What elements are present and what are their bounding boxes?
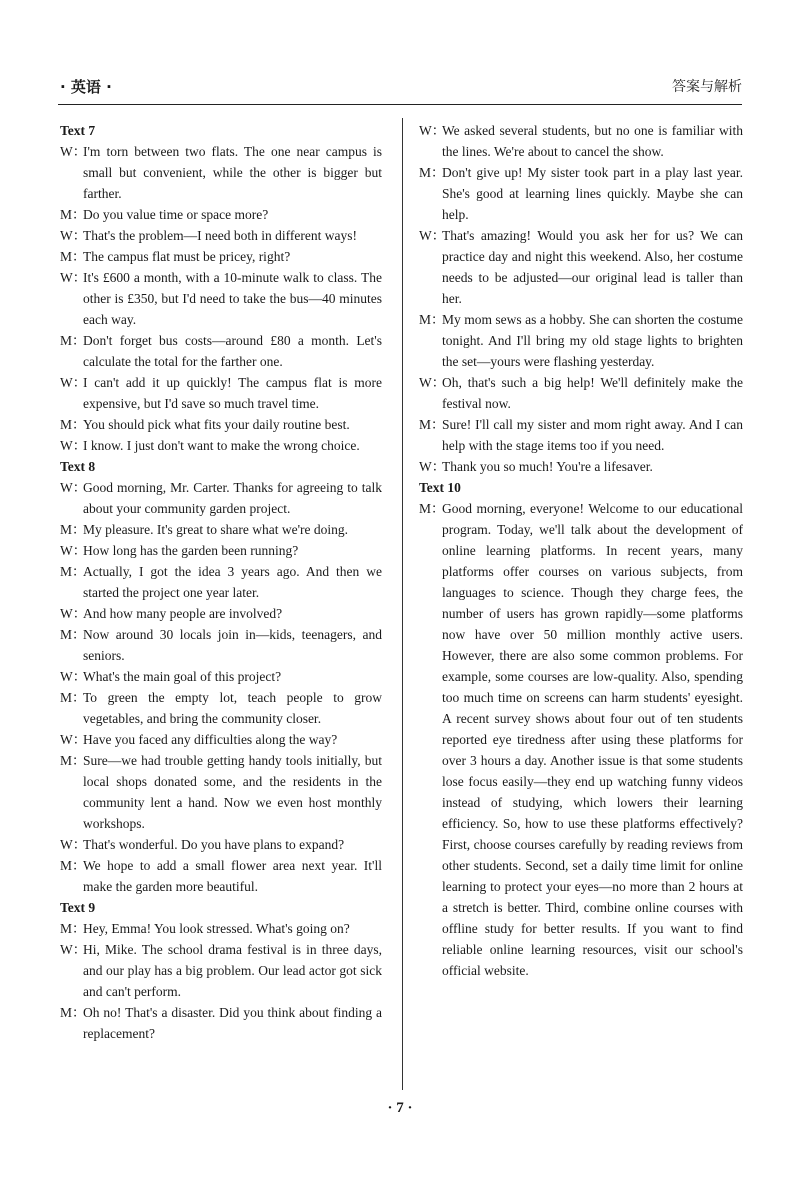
dialogue-turn: [60, 477, 382, 519]
dialogue-turn: [60, 435, 382, 456]
dialogue-text: Do you value time or space more?: [83, 207, 269, 222]
dialogue-turn: [419, 225, 743, 309]
page-number: · 7 ·: [387, 1100, 413, 1116]
header-subject: · 英语 ·: [60, 78, 112, 96]
dialogue-turn: [60, 624, 382, 666]
speaker-label: W：: [419, 459, 446, 474]
speaker-label: M：: [419, 312, 445, 327]
speaker-label: M：: [60, 858, 86, 873]
dialogue-text: I'm torn between two flats. The one near campus is small but convenient, while the other is bigger but farther.: [83, 144, 382, 201]
speaker-label: M：: [60, 753, 86, 768]
speaker-label: M：: [60, 1005, 86, 1020]
dialogue-turn: [60, 204, 382, 225]
dialogue-turn: [419, 120, 743, 162]
dialogue-text: Hi, Mike. The school drama festival is in three days, and our play has a big problem. Our lead actor got sick and can't perform.: [83, 942, 382, 999]
dialogue-text: We hope to add a small flower area next year. It'll make the garden more beautiful.: [83, 858, 382, 894]
dialogue-turn: [419, 309, 743, 372]
dialogue-text: We asked several students, but no one is familiar with the lines. We're about to cancel the show.: [442, 123, 743, 159]
dialogue-turn: [60, 141, 382, 204]
dialogue-turn: [60, 330, 382, 372]
dialogue-text: What's the main goal of this project?: [83, 669, 282, 684]
speaker-label: M：: [60, 417, 86, 432]
dialogue-turn: [60, 414, 382, 435]
dialogue-text: That's wonderful. Do you have plans to expand?: [83, 837, 345, 852]
dialogue-text: That's the problem—I need both in different ways!: [83, 228, 357, 243]
dialogue-text: My pleasure. It's great to share what we're doing.: [83, 522, 349, 537]
dialogue-text: I can't add it up quickly! The campus flat is more expensive, but I'd save so much travel time.: [83, 375, 382, 411]
column-divider: [402, 118, 403, 1090]
dialogue-text: Don't give up! My sister took part in a play last year. She's good at learning lines quickly. Maybe she can help.: [442, 165, 743, 222]
dialogue-turn: [60, 939, 382, 1002]
dialogue-text: To green the empty lot, teach people to grow vegetables, and bring the community closer.: [83, 690, 382, 726]
right-column: [419, 120, 743, 981]
dialogue-text: You should pick what fits your daily routine best.: [83, 417, 350, 432]
dialogue-turn: [60, 1002, 382, 1044]
speaker-label: W：: [60, 732, 87, 747]
speaker-label: W：: [60, 543, 87, 558]
dialogue-turn: [60, 834, 382, 855]
dialogue-text: Hey, Emma! You look stressed. What's going on?: [83, 921, 350, 936]
dialogue-turn: [60, 372, 382, 414]
dialogue-text: Good morning, everyone! Welcome to our educational program. Today, we'll talk about the development of online learning platforms. In recent years, many platforms offer courses on various subjects, from languages to science. Though they charge fees, the number of users has grown rapidly—some platforms now have over 50 million monthly active users. However, there are also some common problems. For example, some courses are low-quality. Also, spending too much time on screens can harm students' eyesight. A recent survey shows about four out of ten students reported eye tiredness after using these platforms for over 3 hours a day. Another issue is that some students lose focus easily—they end up watching funny videos instead of studying, which lowers their learning efficiency. So, how to use these platforms effectively? First, choose courses carefully by reading reviews from other students. Second, set a daily time limit for online learning to protect your eyes—no more than 2 hours at a stretch is better. Third, combine online courses with offline study for better results. If you want to find reliable online learning resources, visit our school's official website.: [442, 501, 743, 978]
dialogue-text: Don't forget bus costs—around £80 a month. Let's calculate the total for the farther one.: [83, 333, 382, 369]
dialogue-text: Sure—we had trouble getting handy tools initially, but local shops donated some, and the residents in the community lent a hand. Now we even host monthly workshops.: [83, 753, 382, 831]
header-section-title: 答案与解析: [672, 79, 742, 95]
speaker-label: M：: [60, 690, 86, 705]
dialogue-turn: [60, 603, 382, 624]
dialogue-text: And how many people are involved?: [83, 606, 283, 621]
dialogue-turn: [60, 225, 382, 246]
dialogue-text: It's £600 a month, with a 10-minute walk to class. The other is £350, but I'd need to take the bus—40 minutes each way.: [83, 270, 382, 327]
dialogue-text: Oh no! That's a disaster. Did you think about finding a replacement?: [83, 1005, 382, 1041]
dialogue-turn: [60, 918, 382, 939]
speaker-label: M：: [60, 627, 86, 642]
speaker-label: W：: [60, 942, 87, 957]
dialogue-text: Actually, I got the idea 3 years ago. And then we started the project one year later.: [83, 564, 382, 600]
dialogue-text: The campus flat must be pricey, right?: [83, 249, 291, 264]
dialogue-turn: [419, 456, 743, 477]
speaker-label: M：: [60, 333, 86, 348]
dialogue-turn: [419, 162, 743, 225]
dialogue-text: That's amazing! Would you ask her for us? We can practice day and night this weekend. Also, her costume needs to be adjusted—our original lead is taller than her.: [442, 228, 743, 306]
speaker-label: M：: [60, 564, 86, 579]
dialogue-turn: [60, 561, 382, 603]
dialogue-turn: [419, 414, 743, 456]
speaker-label: W：: [60, 228, 87, 243]
speaker-label: M：: [419, 165, 445, 180]
speaker-label: W：: [60, 480, 87, 495]
speaker-label: W：: [60, 438, 87, 453]
dialogue-text: My mom sews as a hobby. She can shorten the costume tonight. And I'll bring my old stage lights to brighten the set—yours were flashing yesterday.: [442, 312, 743, 369]
dialogue-turn: [419, 498, 743, 981]
speaker-label: M：: [419, 417, 445, 432]
speaker-label: M：: [60, 207, 86, 222]
dialogue-turn: [60, 750, 382, 834]
speaker-label: M：: [60, 249, 86, 264]
section-title: Text 7: [60, 123, 96, 138]
speaker-label: W：: [60, 837, 87, 852]
dialogue-turn: [60, 687, 382, 729]
dialogue-turn: [60, 519, 382, 540]
section-title: Text 10: [419, 480, 461, 495]
dialogue-text: Thank you so much! You're a lifesaver.: [442, 459, 653, 474]
dialogue-text: Now around 30 locals join in—kids, teenagers, and seniors.: [83, 627, 382, 663]
dialogue-turn: [60, 729, 382, 750]
section-title: Text 8: [60, 459, 96, 474]
speaker-label: W：: [60, 375, 87, 390]
dialogue-text: How long has the garden been running?: [83, 543, 299, 558]
dialogue-turn: [60, 267, 382, 330]
dialogue-turn: [60, 246, 382, 267]
speaker-label: W：: [60, 669, 87, 684]
dialogue-text: Oh, that's such a big help! We'll definitely make the festival now.: [442, 375, 743, 411]
dialogue-turn: [60, 666, 382, 687]
speaker-label: W：: [60, 144, 87, 159]
speaker-label: W：: [419, 375, 446, 390]
speaker-label: W：: [419, 228, 446, 243]
speaker-label: M：: [60, 921, 86, 936]
dialogue-text: I know. I just don't want to make the wrong choice.: [83, 438, 360, 453]
speaker-label: M：: [60, 522, 86, 537]
left-column: [60, 120, 382, 1044]
speaker-label: W：: [60, 606, 87, 621]
header-divider: [58, 104, 742, 105]
dialogue-text: Good morning, Mr. Carter. Thanks for agreeing to talk about your community garden project.: [83, 480, 382, 516]
dialogue-turn: [419, 372, 743, 414]
speaker-label: W：: [60, 270, 87, 285]
dialogue-text: Sure! I'll call my sister and mom right away. And I can help with the stage items too if you need.: [442, 417, 743, 453]
dialogue-turn: [60, 540, 382, 561]
speaker-label: W：: [419, 123, 446, 138]
dialogue-text: Have you faced any difficulties along the way?: [83, 732, 338, 747]
speaker-label: M：: [419, 501, 445, 516]
dialogue-turn: [60, 855, 382, 897]
section-title: Text 9: [60, 900, 96, 915]
